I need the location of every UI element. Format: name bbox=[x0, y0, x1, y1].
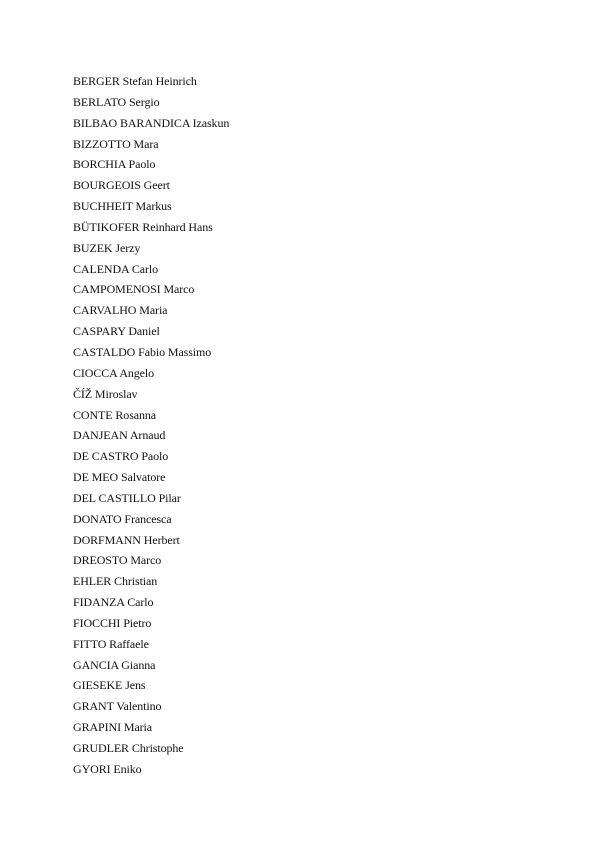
name-list bbox=[73, 71, 229, 780]
list-item: CONTE Rosanna bbox=[73, 407, 157, 422]
list-item: GYORI Eniko bbox=[73, 761, 142, 776]
list-item: BERGER Stefan Heinrich bbox=[73, 74, 197, 88]
list-item: DE MEO Salvatore bbox=[73, 470, 166, 485]
list-item: FIOCCHI Pietro bbox=[73, 615, 152, 630]
list-item: GIESEKE Jens bbox=[73, 678, 146, 693]
list-item: DE CASTRO Paolo bbox=[73, 449, 169, 464]
list-item: ČÍŽ Miroslav bbox=[73, 386, 138, 401]
list-item: EHLER Christian bbox=[73, 574, 158, 589]
list-item: FIDANZA Carlo bbox=[73, 595, 154, 610]
list-item: CASTALDO Fabio Massimo bbox=[73, 344, 212, 359]
list-item: CASPARY Daniel bbox=[73, 324, 160, 339]
list-item: BÜTIKOFER Reinhard Hans bbox=[73, 219, 213, 234]
list-item: BUZEK Jerzy bbox=[73, 240, 141, 255]
list-item: CALENDA Carlo bbox=[73, 261, 159, 276]
list-item: DANJEAN Arnaud bbox=[73, 428, 166, 443]
list-item: CAMPOMENOSI Marco bbox=[73, 282, 195, 297]
list-item: GANCIA Gianna bbox=[73, 657, 156, 672]
list-item: CARVALHO Maria bbox=[73, 303, 168, 318]
list-item: GRUDLER Christophe bbox=[73, 741, 184, 755]
list-item: BERLATO Sergio bbox=[73, 94, 160, 109]
list-item: GRANT Valentino bbox=[73, 699, 162, 714]
list-item: BILBAO BARANDICA Izaskun bbox=[73, 115, 230, 130]
list-item: BOURGEOIS Geert bbox=[73, 178, 170, 193]
list-item: FITTO Raffaele bbox=[73, 636, 149, 651]
list-item: BORCHIA Paolo bbox=[73, 157, 156, 172]
list-item: DEL CASTILLO Pilar bbox=[73, 490, 181, 505]
list-item: BUCHHEIT Markus bbox=[73, 199, 172, 214]
list-item: DONATO Francesca bbox=[73, 511, 172, 526]
list-item: DORFMANN Herbert bbox=[73, 532, 180, 547]
list-item: GRAPINI Maria bbox=[73, 720, 153, 735]
list-item: BIZZOTTO Mara bbox=[73, 136, 159, 151]
list-item: DREOSTO Marco bbox=[73, 553, 162, 568]
list-item: CIOCCA Angelo bbox=[73, 365, 155, 380]
